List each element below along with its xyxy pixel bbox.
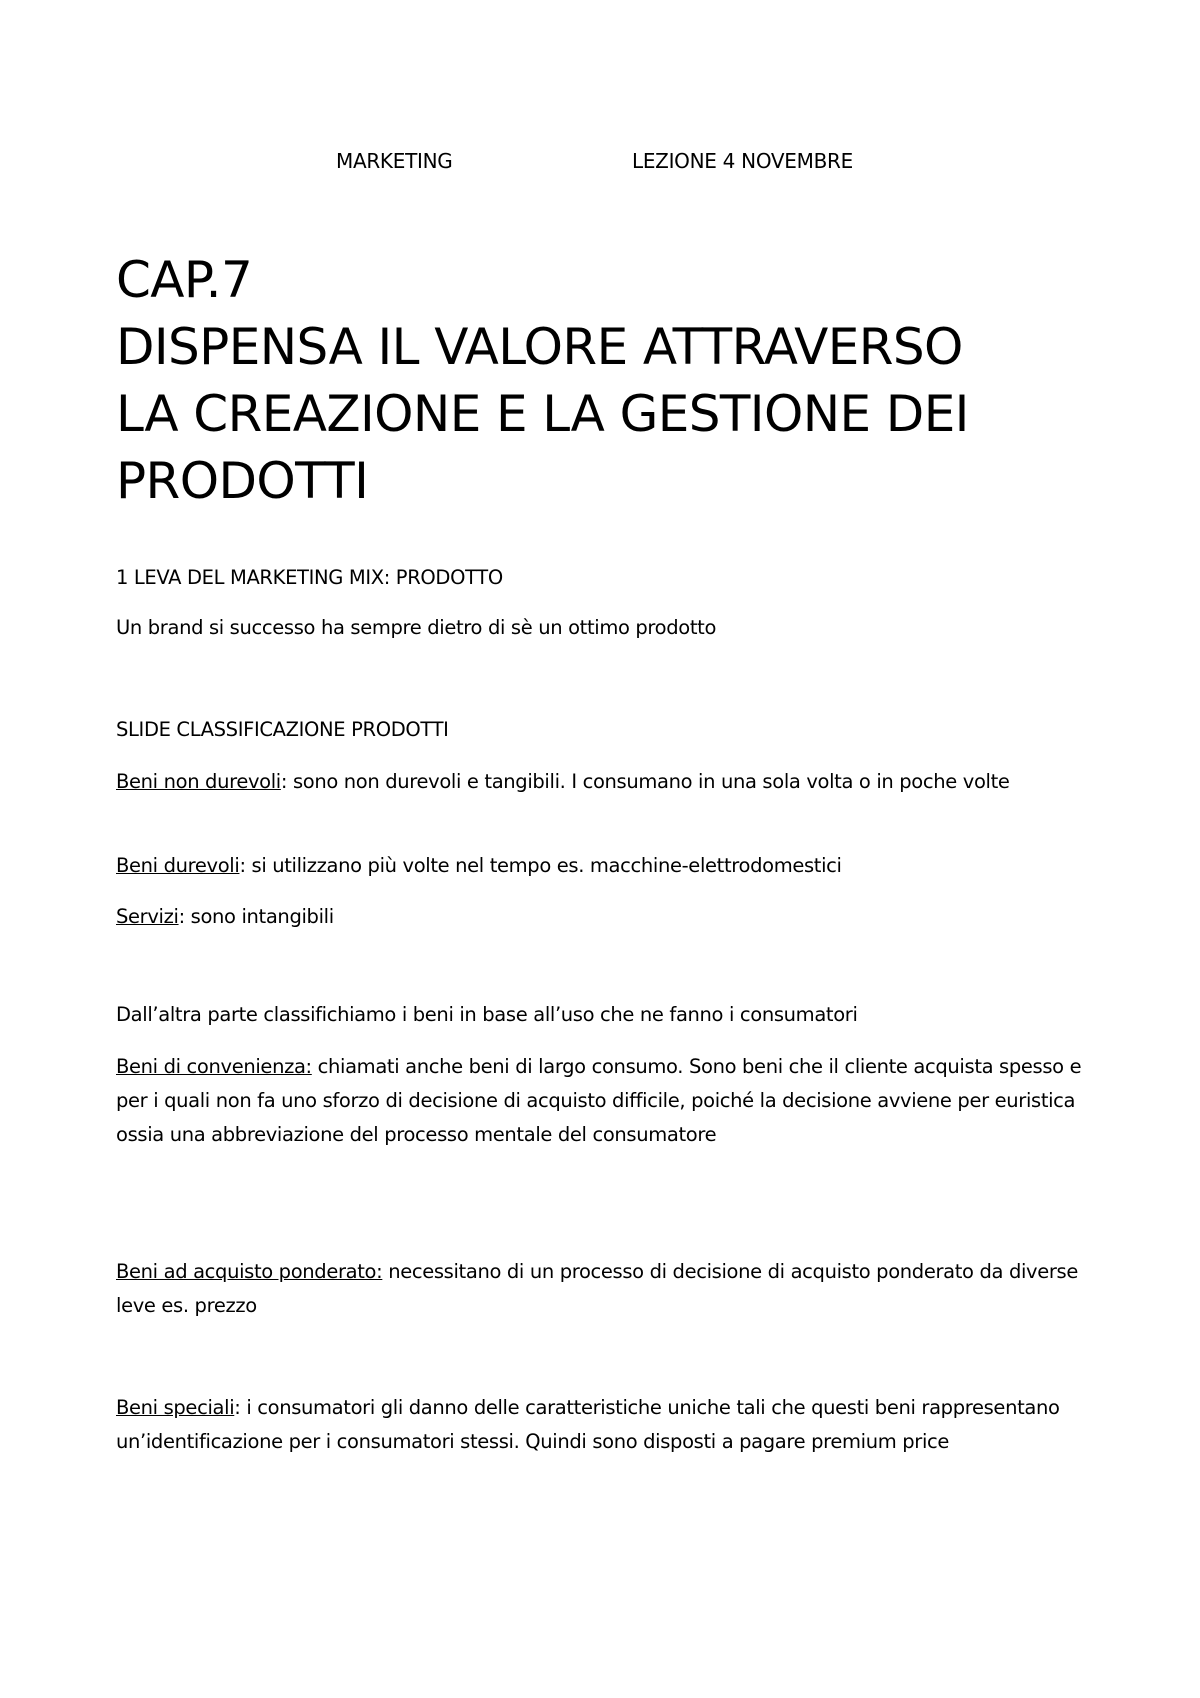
definition-text: : si utilizzano più volte nel tempo es. macchine-elettrodomestici [239,854,842,877]
definition-paragraph [116,765,1096,799]
definition-paragraph [116,900,1096,934]
definition-term: Servizi [116,905,179,928]
chapter-title-line: DISPENSA IL VALORE ATTRAVERSO [116,318,963,376]
chapter-title-line: PRODOTTI [116,452,369,510]
definition-term: Beni ad acquisto ponderato: [116,1260,383,1283]
definition-paragraph [116,1391,1096,1459]
section-heading-classification: SLIDE CLASSIFICAZIONE PRODOTTI [116,718,449,741]
definition-text: : sono non durevoli e tangibili. I consumano in una sola volta o in poche volte [280,770,1010,793]
definition-text: necessitano di un processo di decisione di acquisto ponderato da diverse leve es. prezzo [116,1260,1078,1317]
definition-term: Beni non durevoli [116,770,281,793]
chapter-title-line: LA CREAZIONE E LA GESTIONE DEI [116,385,969,443]
definition-text: chiamati anche beni di largo consumo. Sono beni che il cliente acquista spesso e per i quali non fa uno sforzo di decisione di acquisto difficile, poiché la decisione avviene per euristica ossia una abbreviazione del processo mentale del consumatore [116,1055,1082,1146]
brand-statement: Un brand si successo ha sempre dietro di sè un ottimo prodotto [116,616,717,639]
section-heading-product: 1 LEVA DEL MARKETING MIX: PRODOTTO [116,566,503,589]
definition-term: Beni durevoli [116,854,240,877]
chapter-title [116,247,1116,515]
definition-paragraph [116,849,1096,883]
usage-classification-intro: Dall’altra parte classifichiamo i beni in base all’uso che ne fanno i consumatori [116,1003,858,1026]
definition-term: Beni di convenienza: [116,1055,312,1078]
header-course: MARKETING [336,149,453,173]
definition-text: : sono intangibili [178,905,334,928]
header-lesson-date: LEZIONE 4 NOVEMBRE [632,149,853,173]
chapter-title-line: CAP.7 [116,251,253,309]
definition-paragraph [116,1255,1096,1323]
definition-term: Beni speciali [116,1396,235,1419]
definition-paragraph [116,1050,1096,1152]
definition-text: : i consumatori gli danno delle caratteristiche uniche tali che questi beni rappresentano un’identificazione per i consumatori stessi. Quindi sono disposti a pagare premium price [116,1396,1060,1453]
